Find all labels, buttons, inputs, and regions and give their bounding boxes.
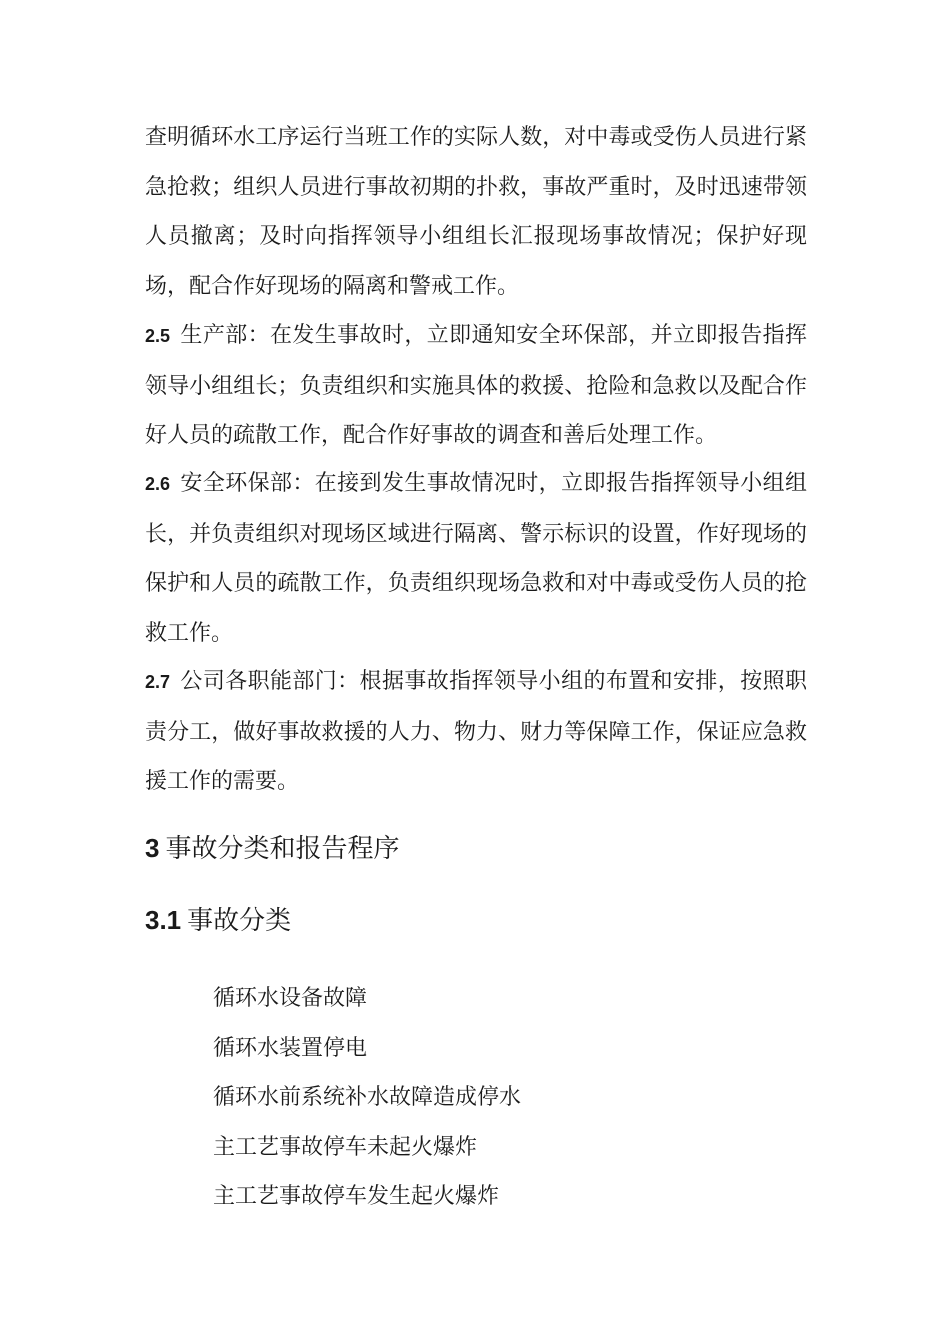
heading-number: 3.1 xyxy=(145,905,182,935)
list-item: 循环水装置停电 xyxy=(213,1035,368,1061)
section-number: 2.5 xyxy=(145,326,171,346)
accident-type-list xyxy=(213,974,521,1222)
paragraph-text: 查明循环水工序运行当班工作的实际人数，对中毒或受伤人员进行紧急抢救；组织人员进行事故初期的扑救，事故严重时，及时迅速带领人员撤离；及时向指挥领导小组组长汇报现场事故情况；保护好现场，配合作好现场的隔离和警戒工作。 xyxy=(145,125,807,299)
section-number: 2.6 xyxy=(145,474,171,494)
heading-text: 事故分类和报告程序 xyxy=(165,834,400,864)
list-item: 主工艺事故停车发生起火爆炸 xyxy=(213,1184,500,1209)
list-item: 主工艺事故停车未起火爆炸 xyxy=(213,1134,478,1160)
list-item: 循环水设备故障 xyxy=(213,986,368,1011)
paragraph-text: 安全环保部：在接到发生事故情况时，立即报告指挥领导小组组长，并负责组织对现场区域进行隔离、警示标识的设置，作好现场的保护和人员的疏散工作，负责组织现场急救和对中毒或受伤人员的抢救工作。 xyxy=(145,471,807,646)
paragraph-2-5 xyxy=(145,311,807,461)
paragraph-intro xyxy=(145,113,807,311)
paragraph-2-7 xyxy=(145,657,807,807)
paragraph-text: 公司各职能部门：根据事故指挥领导小组的布置和安排，按照职责分工，做好事故救援的人力、物力、财力等保障工作，保证应急救援工作的需要。 xyxy=(145,669,807,794)
heading-section-3 xyxy=(145,828,399,869)
heading-number: 3 xyxy=(145,833,160,863)
heading-section-3-1 xyxy=(145,900,291,941)
list-item: 循环水前系统补水故障造成停水 xyxy=(213,1085,522,1110)
heading-text: 事故分类 xyxy=(187,906,292,936)
paragraph-text: 生产部：在发生事故时，立即通知安全环保部，并立即报告指挥领导小组组长；负责组织和实施具体的救援、抢险和急救以及配合作好人员的疏散工作，配合作好事故的调查和善后处理工作。 xyxy=(145,323,807,448)
section-number: 2.7 xyxy=(145,672,171,692)
paragraph-2-6 xyxy=(145,459,807,658)
